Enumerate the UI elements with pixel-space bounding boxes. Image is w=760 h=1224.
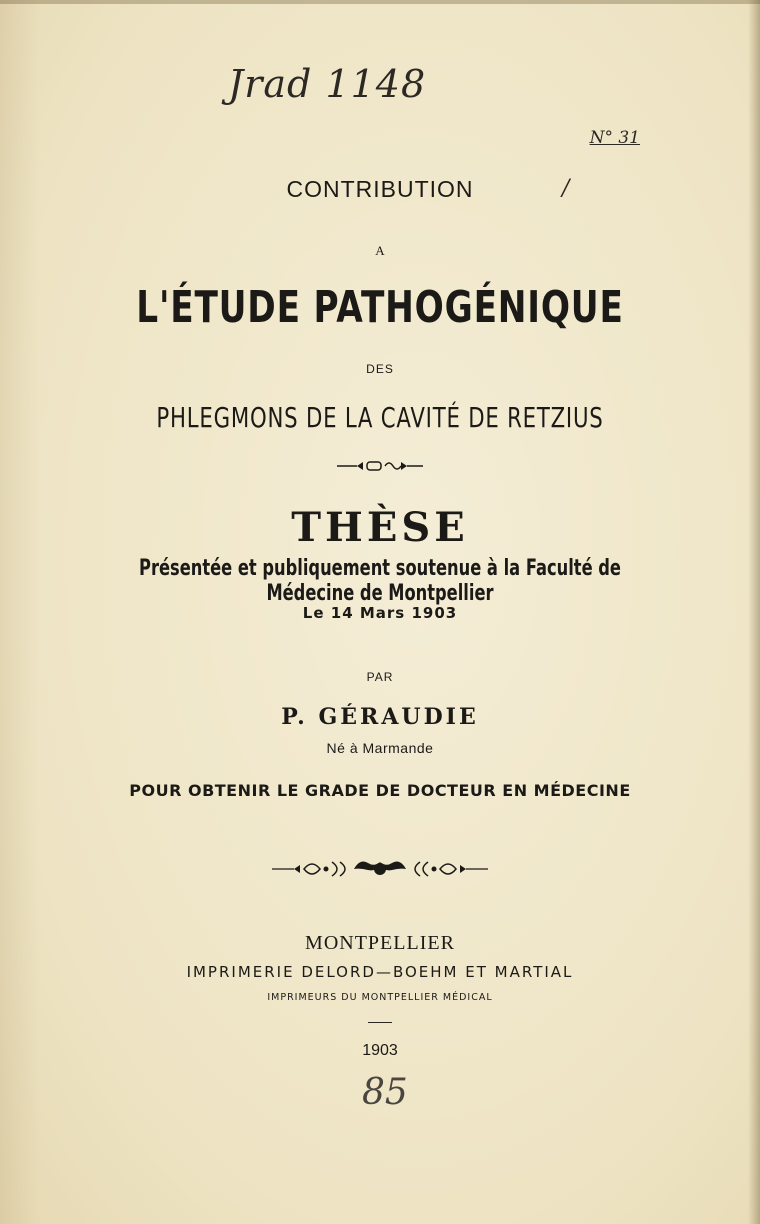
presentation-line: Présentée et publiquement soutenue à la Faculté de Médecine de Montpellier	[139, 556, 621, 606]
subtitle: PHLEGMONS DE LA CAVITÉ DE RETZIUS	[156, 401, 604, 434]
imprint-city: MONTPELLIER	[305, 932, 455, 954]
handwritten-shelfmark: Jrad 1148	[228, 62, 427, 106]
handwritten-bottom-mark: 85	[362, 1072, 408, 1113]
thesis-label: THÈSE	[291, 504, 469, 551]
imprint-printer-role: IMPRIMEURS DU MONTPELLIER MÉDICAL	[267, 992, 493, 1003]
handwritten-number-mark: N° 31	[589, 128, 640, 148]
birthplace: Né à Marmande	[326, 740, 434, 756]
preposition-a: A	[375, 243, 385, 258]
defense-date: Le 14 Mars 1903	[302, 604, 458, 622]
by-label: PAR	[366, 670, 394, 684]
small-ornament-icon	[335, 459, 425, 473]
imprint-rule	[368, 1022, 392, 1023]
page-top-edge	[0, 0, 760, 4]
handwritten-slash-mark: /	[562, 176, 570, 201]
imprint-printer: IMPRIMERIE DELORD—BOEHM ET MARTIAL	[186, 963, 574, 981]
large-ornament	[0, 856, 760, 886]
author-name: P. GÉRAUDIE	[281, 704, 479, 730]
small-ornament	[0, 458, 760, 477]
decorative-fleuron-icon	[270, 856, 490, 882]
contribution-heading: CONTRIBUTION	[286, 176, 474, 202]
degree-line: POUR OBTENIR LE GRADE DE DOCTEUR EN MÉDECINE	[129, 781, 631, 800]
main-title: L'ÉTUDE PATHOGÉNIQUE	[136, 282, 624, 333]
imprint-year: 1903	[362, 1042, 398, 1059]
preposition-des: DES	[366, 362, 394, 376]
